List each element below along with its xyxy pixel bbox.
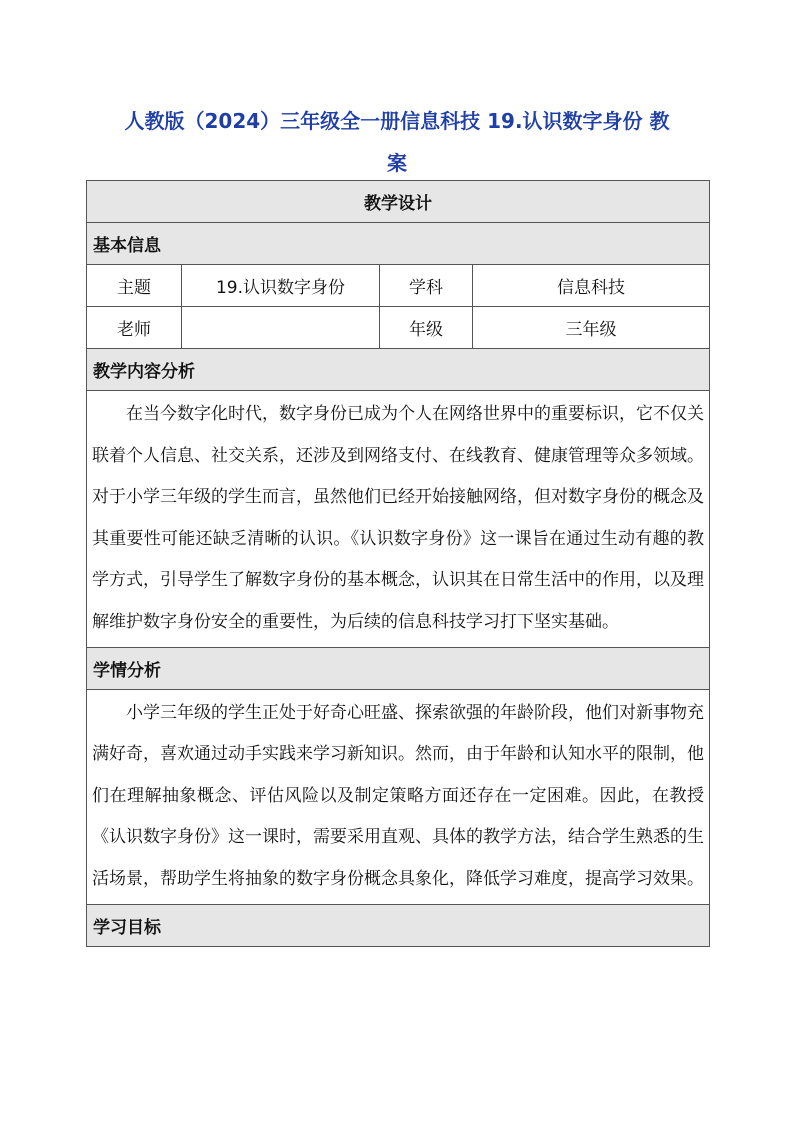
content-analysis-heading: 教学内容分析 bbox=[87, 349, 710, 391]
learner-analysis-heading-row bbox=[87, 647, 710, 689]
teacher-label: 老师 bbox=[87, 307, 182, 349]
learner-analysis-heading: 学情分析 bbox=[87, 647, 710, 689]
subject-label: 学科 bbox=[380, 265, 473, 307]
objectives-heading: 学习目标 bbox=[87, 904, 710, 946]
title-line-1: 人教版（2024）三年级全一册信息科技 19.认识数字身份 教 bbox=[124, 109, 670, 133]
table-header-row bbox=[87, 181, 710, 223]
basic-info-heading-row bbox=[87, 223, 710, 265]
content-analysis-body bbox=[87, 391, 710, 648]
document-title bbox=[110, 100, 684, 184]
grade-label: 年级 bbox=[380, 307, 473, 349]
lesson-plan-table bbox=[86, 180, 710, 947]
table-header: 教学设计 bbox=[87, 181, 710, 223]
learner-analysis-body bbox=[87, 689, 710, 904]
title-line-2: 案 bbox=[387, 151, 407, 175]
content-analysis-paragraph: 在当今数字化时代，数字身份已成为个人在网络世界中的重要标识，它不仅关联着个人信息、社交关系，还涉及到网络支付、在线教育、健康管理等众多领域。对于小学三年级的学生而言，虽然他们已经开始接触网络，但对数字身份的概念及其重要性可能还缺乏清晰的认识。《认识数字身份》这一课旨在通过生动有趣的教学方式，引导学生了解数字身份的基本概念，认识其在日常生活中的作用，以及理解维护数字身份安全的重要性，为后续的信息科技学习打下坚实基础。 bbox=[92, 404, 704, 632]
learner-analysis-paragraph: 小学三年级的学生正处于好奇心旺盛、探索欲强的年龄阶段，他们对新事物充满好奇，喜欢通过动手实践来学习新知识。然而，由于年龄和认知水平的限制，他们在理解抽象概念、评估风险以及制定策略方面还存在一定困难。因此，在教授《认识数字身份》这一课时，需要采用直观、具体的教学方法，结合学生熟悉的生活场景，帮助学生将抽象的数字身份概念具象化，降低学习难度，提高学习效果。 bbox=[92, 702, 704, 889]
content-analysis-heading-row bbox=[87, 349, 710, 391]
info-row-topic bbox=[87, 265, 710, 307]
topic-value: 19.认识数字身份 bbox=[182, 265, 380, 307]
grade-value: 三年级 bbox=[473, 307, 710, 349]
info-row-teacher bbox=[87, 307, 710, 349]
objectives-heading-row bbox=[87, 904, 710, 946]
learner-analysis-body-row bbox=[87, 689, 710, 904]
topic-label: 主题 bbox=[87, 265, 182, 307]
subject-value: 信息科技 bbox=[473, 265, 710, 307]
teacher-value bbox=[182, 307, 380, 349]
content-analysis-body-row bbox=[87, 391, 710, 648]
basic-info-heading: 基本信息 bbox=[87, 223, 710, 265]
